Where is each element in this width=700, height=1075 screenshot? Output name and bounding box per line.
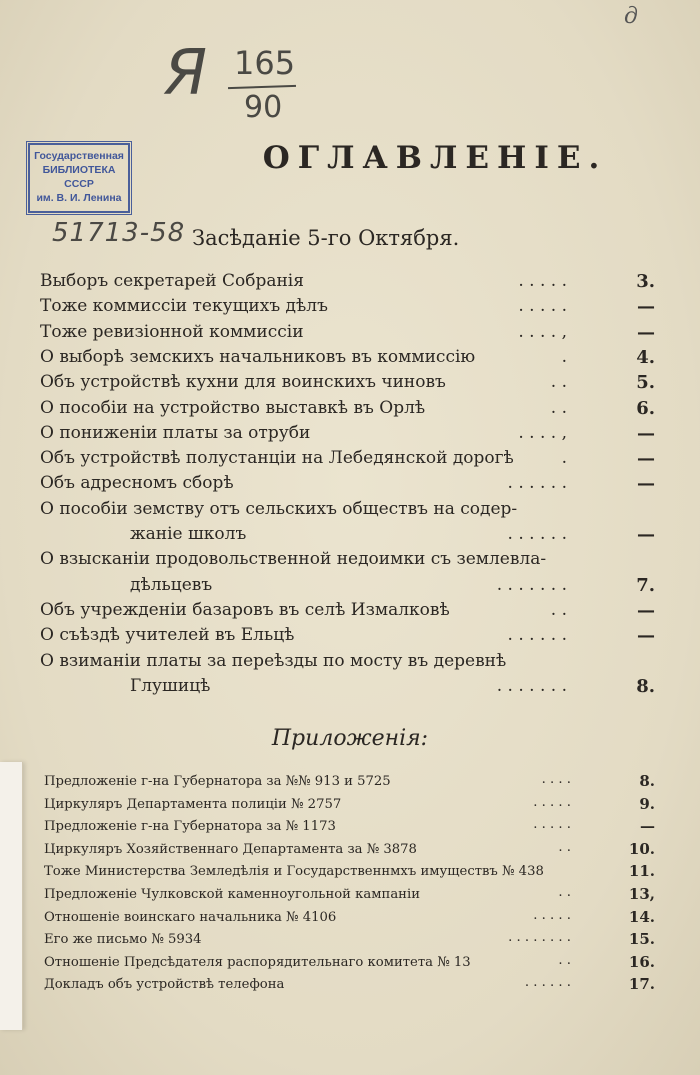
toc-entry: [40, 271, 655, 297]
entry-page-number: —: [637, 625, 655, 647]
shelfmark-denominator: 90: [244, 90, 283, 125]
corner-mark: д: [624, 4, 638, 29]
entry-leader-dots: . . . . .: [533, 817, 571, 833]
entry-title: Выборъ секретарей Собранія: [40, 271, 304, 291]
entry-leader-dots: . . . . . . .: [496, 675, 567, 696]
entry-leader-dots: . . . . . .: [507, 473, 567, 494]
entry-page-number: —: [637, 599, 655, 621]
entry-page-number: —: [637, 473, 655, 495]
toc-entry: [40, 372, 655, 398]
handwritten-inventory-number: 51713-58: [52, 218, 186, 248]
entry-page-number: 8.: [639, 772, 655, 790]
entry-title: Его же письмо № 5934: [44, 932, 202, 948]
entry-page-number: —: [637, 296, 655, 318]
entry-page-number: —: [637, 448, 655, 470]
entry-leader-dots: . . . . ,: [518, 422, 567, 443]
entry-page-number: 13,: [628, 885, 655, 903]
entry-page-number: 4.: [636, 346, 655, 368]
entry-title: Предложеніе Чулковской каменноугольной кампаніи: [44, 887, 420, 902]
appendix-entry: [44, 930, 655, 952]
entry-leader-dots: . .: [550, 372, 567, 393]
toc-entry: [40, 651, 655, 677]
entry-title: О взысканіи продовольственной недоимки съ землевла-: [40, 549, 547, 570]
entry-leader-dots: . . . . ,: [518, 321, 567, 342]
appendix-entry: [44, 953, 655, 975]
entry-leader-dots: . . . .: [541, 772, 571, 787]
entry-title: Объ устройствѣ полустанціи на Лебедянской дорогѣ: [40, 448, 514, 469]
entry-page-number: —: [637, 524, 655, 545]
entry-leader-dots: . . . . .: [518, 271, 567, 291]
title-text: ОГЛАВЛЕНІЕ.: [262, 140, 608, 176]
entry-page-number: 14.: [628, 907, 655, 926]
entry-page-number: —: [637, 321, 655, 343]
entry-title: Тоже ревизіонной коммиссіи: [40, 321, 304, 342]
entry-title: Тоже коммиссіи текущихъ дѣлъ: [40, 296, 328, 317]
entry-title: Глушицѣ: [130, 675, 211, 696]
appendix-entry: [44, 862, 655, 884]
entry-leader-dots: . . . . . .: [507, 524, 567, 544]
entry-title: Циркуляръ Хозяйственнаго Департамента за № 3878: [44, 841, 417, 857]
entry-leader-dots: . .: [550, 397, 567, 418]
entry-page-number: 8.: [636, 675, 655, 697]
toc-entry: [40, 676, 655, 702]
toc-entry: [40, 625, 655, 651]
entry-leader-dots: . . . . .: [533, 907, 571, 923]
entry-leader-dots: . . . . . . .: [496, 574, 567, 595]
appendix-entry: [44, 885, 655, 907]
toc-entry: [40, 600, 655, 626]
toc-entry: [40, 549, 655, 575]
stamp-line: им. В. И. Ленина: [36, 192, 122, 204]
shelfmark-fraction-bar: [228, 85, 296, 89]
shelfmark-handwritten: [162, 30, 312, 125]
entry-title: О взиманіи платы за переѣзды по мосту въ деревнѣ: [40, 650, 507, 671]
toc-entry: [40, 575, 655, 601]
entry-page-number: 7.: [636, 574, 655, 596]
entry-title: жаніе школъ: [130, 524, 247, 544]
entry-title: Объ устройствѣ кухни для воинскихъ чиновъ: [40, 372, 446, 393]
entry-page-number: 10.: [628, 839, 655, 858]
shelfmark-letter: Я: [164, 36, 208, 109]
entry-page-number: 16.: [628, 952, 655, 971]
entry-title: Циркуляръ Департамента полиціи № 2757: [44, 796, 342, 812]
entry-leader-dots: . . . . . . . .: [508, 930, 571, 946]
entry-title: Тоже Министерства Земледѣлія и Государственнмхъ имуществъ № 438: [44, 864, 544, 880]
appendix-entry: [44, 908, 655, 930]
entry-title: дѣльцевъ: [130, 574, 213, 595]
toc-entry: [40, 322, 655, 348]
entry-title: Отношеніе воинскаго начальника № 4106: [44, 909, 337, 925]
entry-page-number: 3.: [636, 271, 655, 292]
appendix-entry: [44, 975, 655, 997]
entry-leader-dots: . .: [550, 599, 567, 620]
page-edge: [0, 762, 23, 1030]
toc-entry: [40, 398, 655, 424]
entry-title: Предложеніе г-на Губернатора за №№ 913 и 5725: [44, 774, 391, 789]
stamp-line: Государственная: [34, 150, 124, 162]
session-heading: Засѣданіе 5-го Октября.: [192, 226, 460, 250]
toc-entry: [40, 524, 655, 550]
entry-leader-dots: . . . . .: [518, 296, 567, 317]
entry-leader-dots: .: [561, 346, 567, 367]
entry-page-number: 11.: [628, 862, 655, 881]
entry-leader-dots: . .: [558, 839, 571, 855]
toc-entry: [40, 347, 655, 373]
toc-entry: [40, 499, 655, 525]
entry-title: О пониженіи платы за отруби: [40, 422, 311, 443]
entry-page-number: —: [640, 817, 655, 836]
entry-leader-dots: . .: [558, 885, 571, 900]
entry-title: О пособіи земству отъ сельскихъ обществъ на содер-: [40, 498, 518, 519]
entry-page-number: 15.: [628, 930, 655, 949]
appendix-entry: [44, 840, 655, 862]
page-title: [0, 140, 700, 176]
toc-entry: [40, 473, 655, 499]
shelfmark-number: 165: [234, 44, 296, 82]
entry-page-number: —: [637, 422, 655, 444]
appendix-entry: [44, 817, 655, 839]
toc-entry: [40, 448, 655, 474]
entry-title: О съѣздѣ учителей въ Ельцѣ: [40, 625, 295, 646]
entry-leader-dots: . . . . .: [533, 794, 571, 810]
entry-leader-dots: . .: [558, 952, 571, 968]
stamp-line: СССР: [64, 178, 94, 190]
entry-title: Объ учрежденіи базаровъ въ селѣ Измалковѣ: [40, 599, 450, 620]
entry-title: Объ адресномъ сборѣ: [40, 473, 234, 494]
entry-page-number: 17.: [628, 975, 655, 994]
stamp-line: БИБЛИОТЕКА: [42, 164, 116, 176]
entry-title: Отношеніе Предсѣдателя распорядительнаго комитета № 13: [44, 954, 471, 970]
entry-title: Докладъ объ устройствѣ телефона: [44, 977, 285, 993]
toc-entry: [40, 296, 655, 322]
entry-title: О пособіи на устройство выставкѣ въ Орлѣ: [40, 397, 426, 418]
entry-page-number: 5.: [636, 372, 655, 394]
entry-title: О выборѣ земскихъ начальниковъ въ коммиссію: [40, 346, 476, 367]
entry-leader-dots: . . . . . .: [507, 625, 567, 646]
entry-leader-dots: . . . . . .: [524, 975, 571, 991]
entry-page-number: 6.: [636, 397, 655, 419]
entry-leader-dots: .: [561, 448, 567, 469]
appendix-entry: [44, 772, 655, 794]
entry-page-number: 9.: [639, 794, 655, 813]
toc-entry: [40, 423, 655, 449]
appendix-entry: [44, 795, 655, 817]
appendix-heading: Приложенія:: [271, 726, 429, 751]
entry-title: Предложеніе г-на Губернатора за № 1173: [44, 819, 336, 835]
